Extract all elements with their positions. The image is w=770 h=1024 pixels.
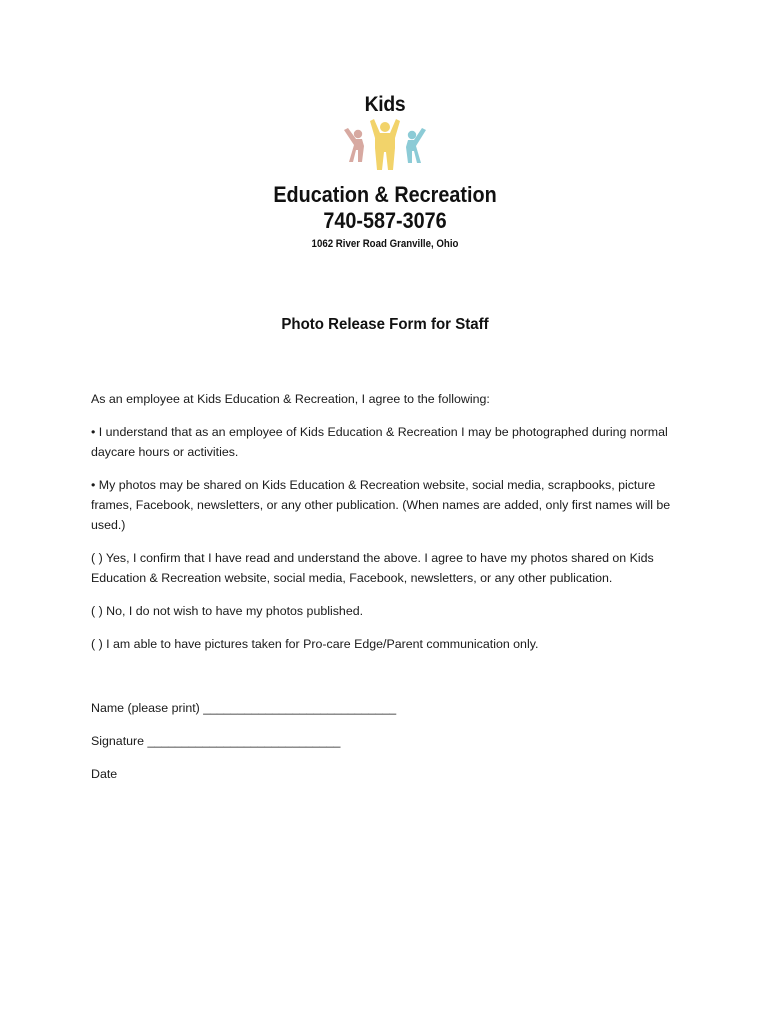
letterhead — [0, 92, 770, 252]
option-procare: ( ) I am able to have pictures taken for Pro-care Edge/Parent communication only. — [91, 637, 539, 651]
logo-graphic — [340, 118, 430, 180]
option-no: ( ) No, I do not wish to have my photos published. — [91, 604, 364, 618]
bullet-photographed: • I understand that as an employee of Kids Education & Recreation I may be photographed during normal daycare hours or activities. — [91, 425, 668, 459]
org-address: 1062 River Road Granville, Ohio — [311, 238, 459, 250]
option-yes: ( ) Yes, I confirm that I have read and understand the above. I agree to have my photos shared on Kids Education & Recreation website, social media, Facebook, newsletters, or any other publication. — [91, 551, 654, 585]
signature-field: Signature ____________________________ — [91, 734, 341, 748]
center-child-figure — [370, 119, 400, 170]
date-field: Date — [91, 767, 118, 781]
form-body — [91, 389, 681, 667]
bullet-photos-shared: • My photos may be shared on Kids Education & Recreation website, social media, scrapbooks, picture frames, Facebook, newsletters, or any other publication. (When names are added, only first names will be used.) — [91, 478, 671, 532]
org-name: Education & Recreation — [273, 182, 497, 207]
intro-text: As an employee at Kids Education & Recreation, I agree to the following: — [91, 392, 490, 406]
three-children-figures-logo-icon — [340, 118, 430, 180]
form-title: Photo Release Form for Staff — [281, 316, 489, 333]
org-phone: 740-587-3076 — [323, 208, 447, 233]
signature-fields — [91, 698, 681, 797]
right-child-figure — [406, 128, 426, 163]
left-child-figure — [344, 128, 364, 162]
name-field: Name (please print) ____________________________ — [91, 701, 397, 715]
org-name-top: Kids — [364, 93, 406, 116]
